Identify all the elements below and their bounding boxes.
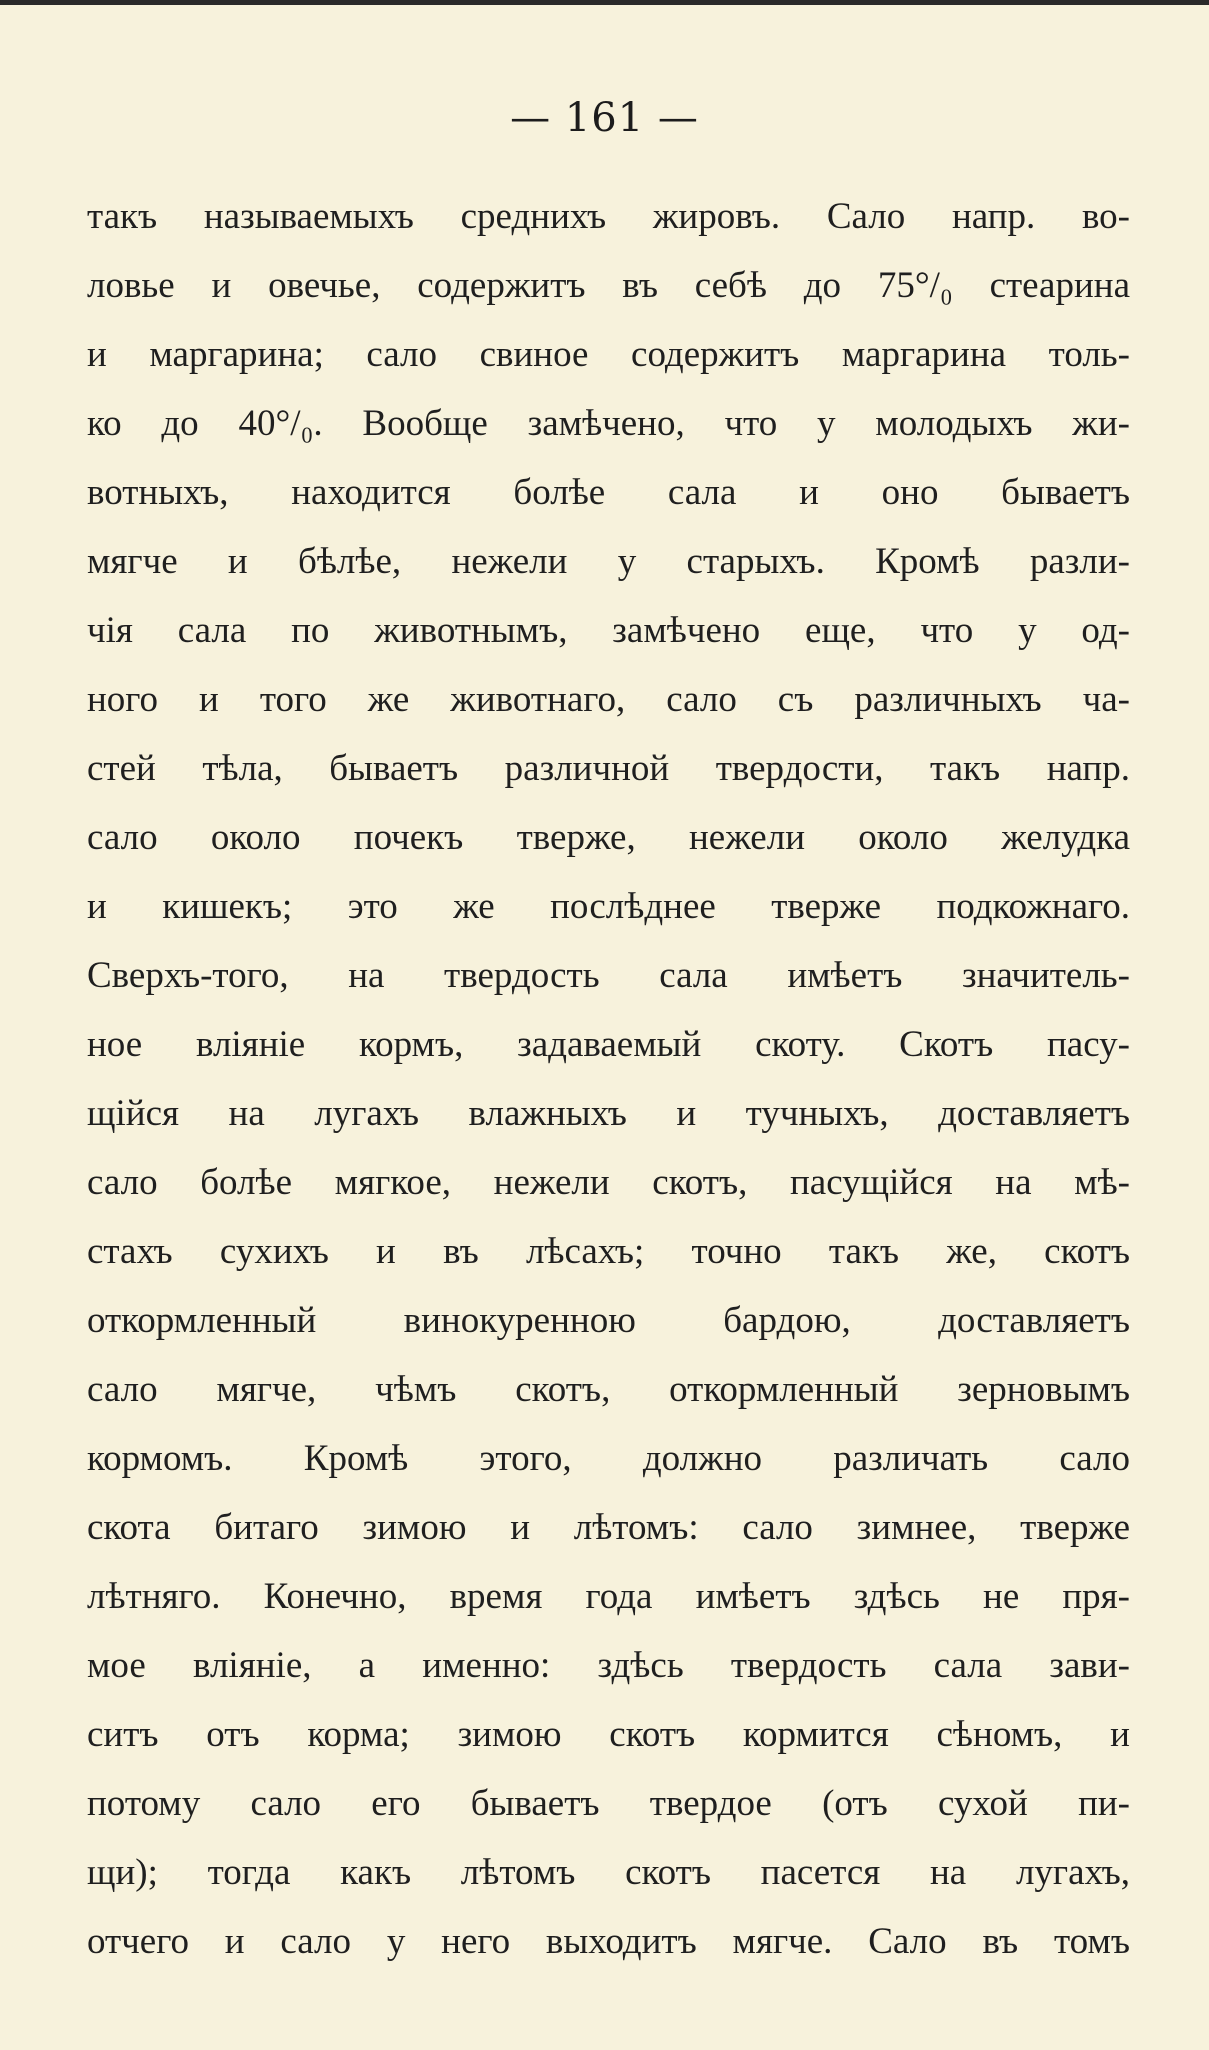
text-line: сало болѣе мягкое, нежели скотъ, пасущійся на мѣ- [87,1162,1130,1203]
text-line: ного и того же животнаго, сало съ различныхъ ча- [87,679,1130,720]
text-line: ситъ отъ корма; зимою скотъ кормится сѣномъ, и [87,1714,1130,1755]
text-line: откормленный винокуренною бардою, доставляетъ [87,1300,1130,1341]
page-number-header: — 161 — [510,95,699,141]
body-text [87,182,1130,1976]
top-edge-rule [0,0,1209,5]
text-line: щи); тогда какъ лѣтомъ скотъ пасется на лугахъ, [87,1852,1130,1893]
text-line: ко до 40°/₀. Вообще замѣчено, что у молодыхъ жи- [87,403,1130,444]
text-line: стахъ сухихъ и въ лѣсахъ; точно такъ же, скотъ [87,1231,1130,1272]
text-line: чія сала по животнымъ, замѣчено еще, что у од- [87,610,1130,651]
text-line: стей тѣла, бываетъ различной твердости, такъ напр. [87,748,1130,789]
text-line: вотныхъ, находится болѣе сала и оно бываетъ [87,472,1130,513]
text-line: мягче и бѣлѣе, нежели у старыхъ. Кромѣ разли- [87,541,1130,582]
text-line: скота битаго зимою и лѣтомъ: сало зимнее, тверже [87,1507,1130,1548]
text-line: мое вліяніе, а именно: здѣсь твердость сала зави- [87,1645,1130,1686]
text-line: кормомъ. Кромѣ этого, должно различать сало [87,1438,1130,1479]
text-line: сало мягче, чѣмъ скотъ, откормленный зерновымъ [87,1369,1130,1410]
text-line: и маргарина; сало свиное содержитъ маргарина толь- [87,334,1130,375]
text-line: такъ называемыхъ среднихъ жировъ. Сало напр. во- [87,196,1130,237]
text-line: сало около почекъ тверже, нежели около желудка [87,817,1130,858]
text-line: щійся на лугахъ влажныхъ и тучныхъ, доставляетъ [87,1093,1130,1134]
text-line: лѣтняго. Конечно, время года имѣетъ здѣсь не пря- [87,1576,1130,1617]
text-line: Сверхъ-того, на твердость сала имѣетъ значитель- [87,955,1130,996]
text-line: потому сало его бываетъ твердое (отъ сухой пи- [87,1783,1130,1824]
text-line: отчего и сало у него выходитъ мягче. Сало въ томъ [87,1921,1130,1962]
text-line: и кишекъ; это же послѣднее тверже подкожнаго. [87,886,1130,927]
text-line: ловье и овечье, содержитъ въ себѣ до 75°/₀ стеарина [87,265,1130,306]
text-line: ное вліяніе кормъ, задаваемый скоту. Скотъ пасу- [87,1024,1130,1065]
